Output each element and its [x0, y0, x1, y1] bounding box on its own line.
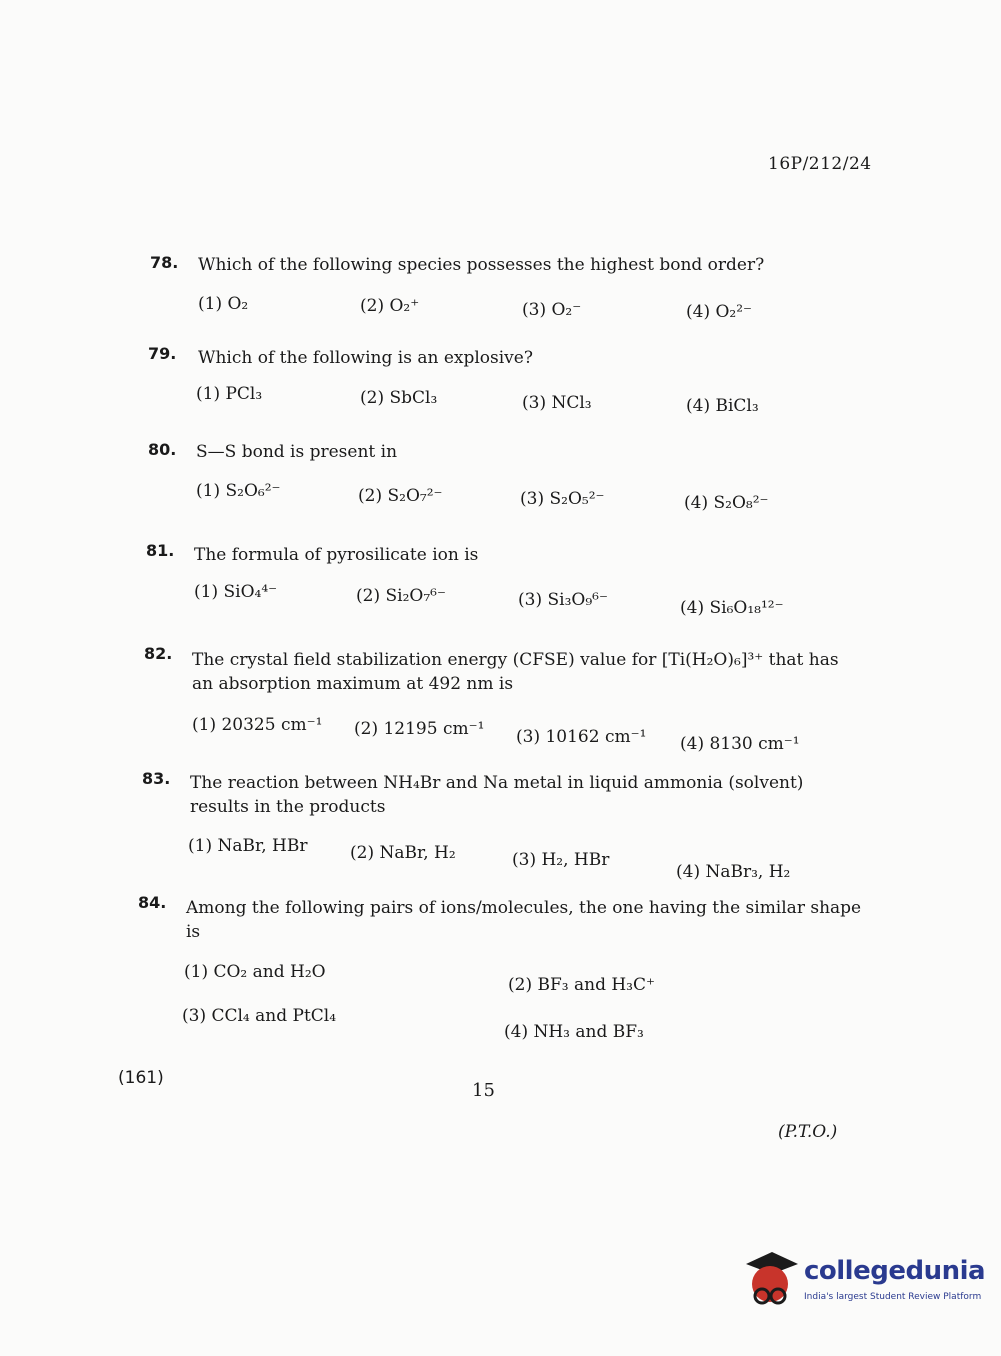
question-number: 79. [148, 344, 177, 363]
option-3: (3) H₂, HBr [512, 850, 610, 870]
option-4: (4) O₂²⁻ [686, 302, 753, 322]
option-2: (2) S₂O₇²⁻ [358, 486, 443, 506]
option-2: (2) SbCl₃ [360, 388, 438, 408]
mascot-icon [742, 1248, 802, 1312]
logo-wordmark: collegedunia [804, 1256, 986, 1286]
option-4: (4) Si₆O₁₈¹²⁻ [680, 598, 784, 618]
question-text: S—S bond is present in [196, 442, 398, 462]
question-number: 83. [142, 769, 171, 788]
booklet-code: (161) [118, 1068, 164, 1088]
pto-note: (P.T.O.) [778, 1122, 838, 1142]
question-number: 82. [144, 644, 173, 663]
option-1: (1) 20325 cm⁻¹ [192, 715, 323, 735]
option-2: (2) NaBr, H₂ [350, 843, 456, 863]
question-text: Among the following pairs of ions/molecules, the one having the similar shape is [186, 898, 862, 942]
option-1: (1) PCl₃ [196, 384, 263, 404]
option-3: (3) NCl₃ [522, 393, 592, 413]
question-number: 84. [138, 893, 167, 912]
option-4: (4) 8130 cm⁻¹ [680, 734, 800, 754]
option-3: (3) CCl₄ and PtCl₄ [182, 1006, 337, 1026]
page-code: 16P/212/24 [768, 154, 872, 174]
option-2: (2) 12195 cm⁻¹ [354, 719, 485, 739]
option-3: (3) O₂⁻ [522, 300, 582, 320]
collegedunia-logo [742, 1248, 986, 1312]
option-1: (1) O₂ [198, 294, 249, 314]
option-4: (4) NH₃ and BF₃ [504, 1022, 644, 1042]
question-text: Which of the following species possesses the highest bond order? [198, 255, 765, 275]
option-2: (2) BF₃ and H₃C⁺ [508, 975, 655, 995]
option-1: (1) S₂O₆²⁻ [196, 481, 281, 501]
option-4: (4) BiCl₃ [686, 396, 759, 416]
option-2: (2) Si₂O₇⁶⁻ [356, 586, 446, 606]
option-4: (4) S₂O₈²⁻ [684, 493, 769, 513]
option-2: (2) O₂⁺ [360, 296, 420, 316]
logo-tagline: India's largest Student Review Platform [804, 1292, 982, 1302]
question-text: The crystal field stabilization energy (CFSE) value for [Ti(H₂O)₆]³⁺ that has an absorption maximum at 492 nm is [192, 650, 839, 694]
option-3: (3) S₂O₅²⁻ [520, 489, 605, 509]
option-1: (1) NaBr, HBr [188, 836, 308, 856]
question-number: 80. [148, 440, 177, 459]
option-1: (1) SiO₄⁴⁻ [194, 582, 278, 602]
question-text: The formula of pyrosilicate ion is [194, 545, 479, 565]
option-3: (3) 10162 cm⁻¹ [516, 727, 647, 747]
question-text: Which of the following is an explosive? [198, 348, 533, 368]
option-3: (3) Si₃O₉⁶⁻ [518, 590, 608, 610]
option-1: (1) CO₂ and H₂O [184, 962, 326, 982]
page-number: 15 [472, 1080, 495, 1101]
question-number: 78. [150, 253, 179, 272]
option-4: (4) NaBr₃, H₂ [676, 862, 791, 882]
question-number: 81. [146, 541, 175, 560]
question-text: The reaction between NH₄Br and Na metal in liquid ammonia (solvent) results in the products [190, 773, 804, 817]
